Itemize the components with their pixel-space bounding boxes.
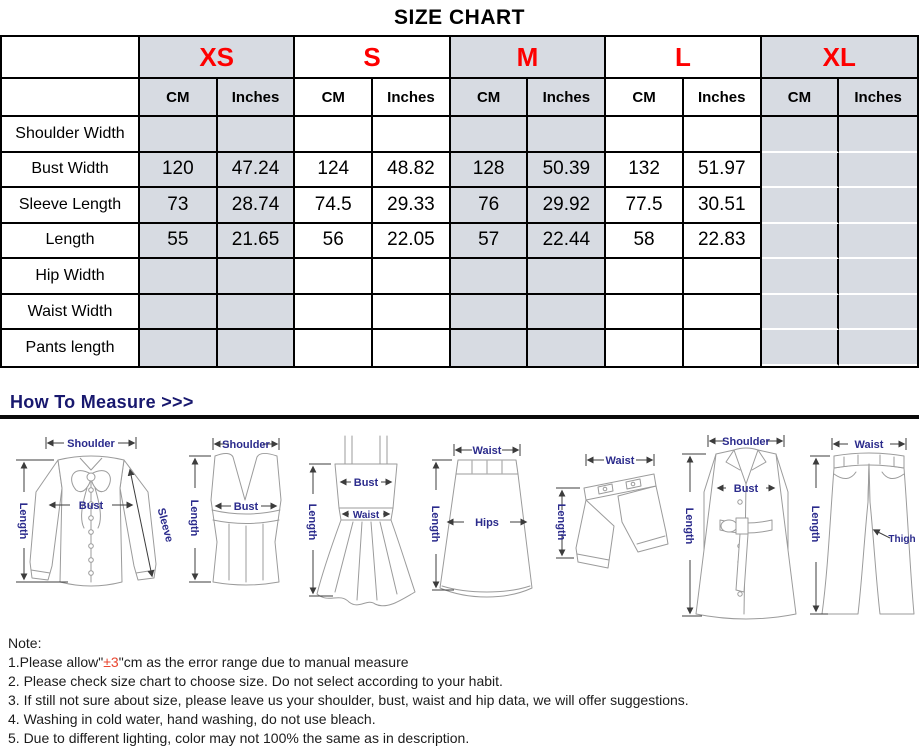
note-1-suffix: "cm as the error range due to manual measure: [118, 654, 409, 670]
label-sleeve: Sleeve: [154, 506, 176, 544]
label-hips: Hips: [475, 517, 499, 529]
note-line-5: 5. Due to different lighting, color may not 100% the same as in description.: [8, 730, 470, 746]
table-cell: 50.39: [528, 153, 606, 189]
label-waist: Waist: [472, 445, 502, 457]
table-cell: [839, 188, 917, 224]
table-cell: [606, 330, 684, 366]
label-bust: Bust: [733, 483, 759, 495]
row-label: Sleeve Length: [2, 188, 140, 224]
label-length: Length: [17, 502, 29, 540]
label-waist: Waist: [605, 455, 635, 467]
waist-measure: [586, 454, 654, 467]
figure-slip-dress: [305, 430, 430, 630]
table-cell: [762, 153, 840, 189]
row-label: Hip Width: [2, 259, 140, 295]
notes-section: [8, 634, 913, 748]
table-cell: [451, 117, 529, 153]
row-label: Length: [2, 224, 140, 260]
table-cell: 57: [451, 224, 529, 260]
table-corner-cell: [2, 37, 140, 79]
shoulder-measure: [213, 438, 279, 451]
table-cell: [684, 117, 762, 153]
label-length: Length: [306, 503, 318, 541]
table-cell: [373, 295, 451, 331]
note-1-prefix: 1.Please allow": [8, 654, 104, 670]
table-cell: [295, 117, 373, 153]
table-cell: 29.92: [528, 188, 606, 224]
row-label: Bust Width: [2, 153, 140, 189]
table-cell: [762, 117, 840, 153]
table-cell: [528, 295, 606, 331]
table-cell: 77.5: [606, 188, 684, 224]
row-label: Shoulder Width: [2, 117, 140, 153]
figure-pants: [806, 430, 916, 630]
unit-header: Inches: [373, 79, 451, 117]
unit-header: Inches: [218, 79, 296, 117]
label-thigh: Thigh: [888, 534, 916, 545]
note-line-4: 4. Washing in cold water, hand washing, do not use bleach.: [8, 711, 376, 727]
table-cell: 132: [606, 153, 684, 189]
table-cell: [140, 330, 218, 366]
label-length: Length: [809, 505, 821, 543]
label-length: Length: [188, 499, 200, 537]
label-length: Length: [555, 503, 567, 541]
unit-header: Inches: [684, 79, 762, 117]
table-cell: [839, 259, 917, 295]
unit-header: CM: [762, 79, 840, 117]
table-cell: 51.97: [684, 153, 762, 189]
table-cell: 58: [606, 224, 684, 260]
shoulder-measure: [46, 437, 136, 450]
unit-header: Inches: [839, 79, 917, 117]
figure-coat: [678, 430, 808, 630]
note-line-2: 2. Please check size chart to choose size. Do not select according to your habit.: [8, 673, 503, 689]
table-cell: [762, 295, 840, 331]
row-label: Pants length: [2, 330, 140, 366]
table-cell: 124: [295, 153, 373, 189]
table-cell: 73: [140, 188, 218, 224]
table-cell: [684, 330, 762, 366]
table-cell: [528, 330, 606, 366]
label-shoulder: Shoulder: [67, 438, 115, 450]
how-to-measure-heading: How To Measure >>>: [10, 392, 194, 412]
table-cell: [295, 330, 373, 366]
table-cell: [295, 259, 373, 295]
table-cell: 22.44: [528, 224, 606, 260]
table-cell: 55: [140, 224, 218, 260]
table-cell: [606, 295, 684, 331]
table-cell: [839, 153, 917, 189]
table-cell: [528, 117, 606, 153]
table-cell: [451, 330, 529, 366]
label-shoulder: Shoulder: [222, 439, 270, 451]
table-cell: [762, 188, 840, 224]
shoulder-measure: [708, 435, 784, 448]
size-col-header-m: M: [451, 37, 606, 79]
size-col-header-xl: XL: [762, 37, 917, 79]
figure-skirt: [428, 430, 543, 630]
table-spacer-cell: [2, 79, 140, 117]
figure-shorts: [548, 430, 673, 630]
size-chart-table: [0, 35, 919, 368]
table-cell: 22.83: [684, 224, 762, 260]
label-waist: Waist: [352, 510, 380, 521]
section-divider: [0, 415, 919, 419]
table-cell: 30.51: [684, 188, 762, 224]
table-cell: [373, 330, 451, 366]
table-cell: 21.65: [218, 224, 296, 260]
table-cell: 28.74: [218, 188, 296, 224]
figure-blouse: [8, 430, 183, 630]
unit-header: CM: [140, 79, 218, 117]
table-cell: [218, 295, 296, 331]
note-line-1: [8, 653, 913, 672]
label-bust: Bust: [233, 501, 259, 513]
table-cell: [373, 117, 451, 153]
table-cell: [140, 295, 218, 331]
unit-header: CM: [295, 79, 373, 117]
table-cell: 76: [451, 188, 529, 224]
table-cell: [295, 295, 373, 331]
size-col-header-s: S: [295, 37, 450, 79]
row-label: Waist Width: [2, 295, 140, 331]
label-length: Length: [683, 507, 695, 545]
table-cell: 48.82: [373, 153, 451, 189]
table-cell: [839, 117, 917, 153]
table-cell: 74.5: [295, 188, 373, 224]
table-cell: [373, 259, 451, 295]
table-cell: 22.05: [373, 224, 451, 260]
table-cell: 29.33: [373, 188, 451, 224]
table-cell: [762, 259, 840, 295]
table-cell: [839, 295, 917, 331]
note-line-3: 3. If still not sure about size, please leave us your shoulder, bust, waist and hip data, we will offer suggestions.: [8, 692, 689, 708]
table-cell: [451, 295, 529, 331]
note-1-tolerance: ±3: [103, 654, 119, 670]
measure-figures: [0, 430, 919, 632]
table-cell: [451, 259, 529, 295]
table-cell: 128: [451, 153, 529, 189]
table-cell: [528, 259, 606, 295]
table-cell: [218, 259, 296, 295]
table-cell: [140, 259, 218, 295]
figure-tank-top: [185, 430, 305, 630]
table-cell: [218, 330, 296, 366]
label-shoulder: Shoulder: [722, 436, 770, 448]
table-cell: [606, 259, 684, 295]
label-waist: Waist: [854, 439, 884, 451]
length-measure: [188, 456, 211, 582]
table-cell: [606, 117, 684, 153]
unit-header: CM: [451, 79, 529, 117]
label-bust: Bust: [353, 477, 379, 489]
table-cell: [839, 330, 917, 366]
notes-heading: Note:: [8, 635, 42, 651]
size-col-header-l: L: [606, 37, 761, 79]
waist-measure: [832, 438, 906, 451]
table-cell: [762, 330, 840, 366]
label-bust: Bust: [78, 500, 104, 512]
waist-measure: [454, 444, 520, 457]
unit-header: Inches: [528, 79, 606, 117]
page-title: SIZE CHART: [394, 6, 525, 29]
table-cell: [218, 117, 296, 153]
table-cell: 47.24: [218, 153, 296, 189]
table-cell: [140, 117, 218, 153]
table-cell: 56: [295, 224, 373, 260]
table-cell: [684, 295, 762, 331]
label-length: Length: [429, 505, 441, 543]
table-cell: [684, 259, 762, 295]
table-cell: [762, 224, 840, 260]
size-col-header-xs: XS: [140, 37, 295, 79]
table-cell: [839, 224, 917, 260]
table-cell: 120: [140, 153, 218, 189]
unit-header: CM: [606, 79, 684, 117]
